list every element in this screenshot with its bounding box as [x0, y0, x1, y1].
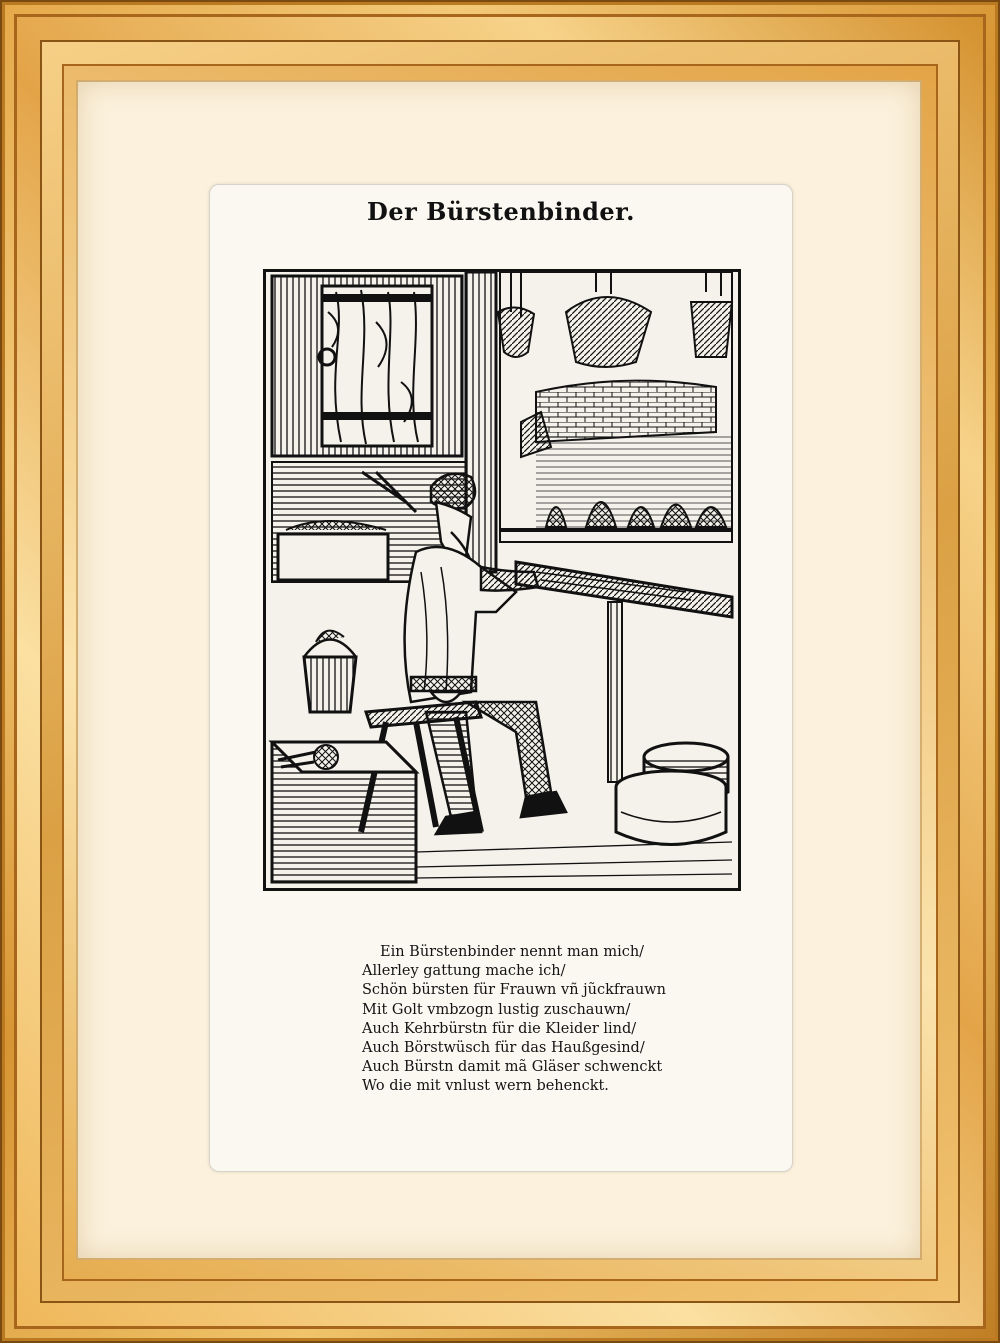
verse-line: Auch Kehrbürstn für die Kleider lind/	[362, 1020, 637, 1037]
woodcut-brushmaker-scene	[266, 272, 738, 888]
print-sheet	[209, 184, 793, 1172]
verse-line: Wo die mit vnlust wern behenckt.	[362, 1078, 609, 1095]
woodcut-illustration	[263, 269, 741, 891]
verse-block	[362, 943, 782, 1097]
verse-line: Schön bürsten für Frauwn vñ jũckfrauwn	[362, 982, 666, 999]
verse-line: Auch Börstwüsch für das Haußgesind/	[362, 1040, 645, 1057]
verse-line: Auch Bürstn damit mã Gläser schwenckt	[362, 1059, 663, 1076]
verse-line: Mit Golt vmbzogn lustig zuschauwn/	[362, 1001, 631, 1018]
print-title: Der Bürstenbinder.	[367, 197, 635, 226]
verse-line: Allerley gattung mache ich/	[362, 963, 566, 980]
verse-line: Ein Bürstenbinder nennt man mich/	[380, 944, 645, 960]
